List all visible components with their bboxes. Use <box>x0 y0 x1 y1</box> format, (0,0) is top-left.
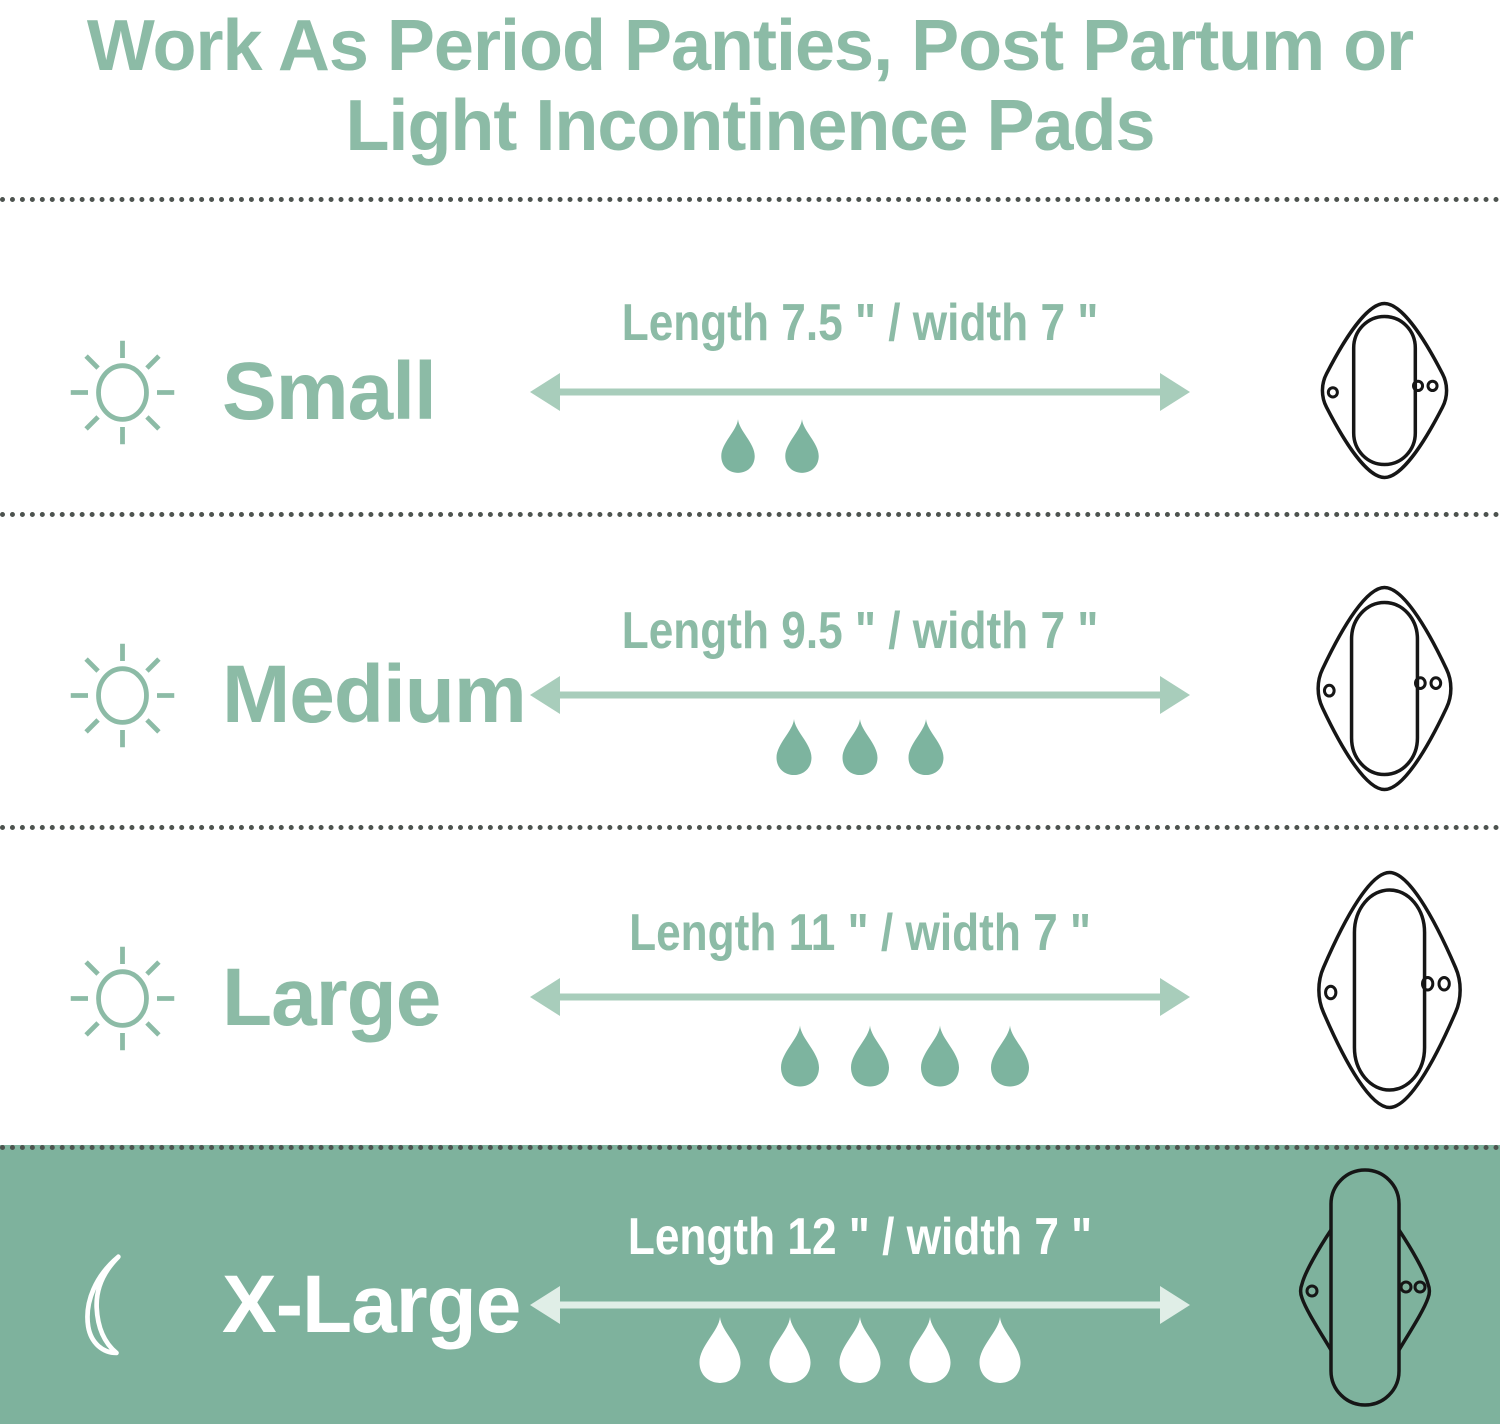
absorbency-drops <box>440 417 1100 475</box>
drop-icon <box>833 1313 887 1387</box>
absorbency-drops <box>530 1313 1190 1387</box>
sun-icon <box>65 638 180 753</box>
absorbency-drops <box>530 716 1190 778</box>
size-row-small <box>0 197 1500 512</box>
sun-icon <box>65 941 180 1056</box>
title-line-1: Work As Period Panties, Post Partum or <box>86 6 1414 86</box>
size-row-medium <box>0 512 1500 825</box>
drop-icon <box>845 1023 895 1089</box>
double-arrow-icon <box>530 673 1190 717</box>
size-label: X-Large <box>222 1259 521 1350</box>
drop-icon <box>985 1023 1035 1089</box>
drop-icon <box>973 1313 1027 1387</box>
winged-pad-icon <box>1312 298 1457 483</box>
page-title <box>0 0 1500 166</box>
drop-icon <box>775 1023 825 1089</box>
drop-icon <box>903 1313 957 1387</box>
drop-icon <box>780 417 824 475</box>
moon-icon <box>75 1253 141 1357</box>
drop-icon <box>771 716 817 778</box>
size-label: Medium <box>222 649 526 740</box>
drop-icon <box>903 716 949 778</box>
winged-pad-icon <box>1307 865 1472 1115</box>
title-line-2: Light Incontinence Pads <box>345 86 1155 166</box>
double-arrow-icon <box>530 370 1190 414</box>
header <box>0 0 1500 197</box>
dimension-text: Length 7.5 " / width 7 " <box>621 294 1099 352</box>
size-label: Small <box>222 346 436 437</box>
dimension-text: Length 11 " / width 7 " <box>629 904 1091 962</box>
pill-pad-icon <box>1295 1166 1435 1409</box>
absorbency-drops <box>575 1023 1235 1089</box>
sun-icon <box>65 335 180 450</box>
size-label: Large <box>222 952 441 1043</box>
size-row-large <box>0 825 1500 1145</box>
drop-icon <box>837 716 883 778</box>
dimension-text: Length 12 " / width 7 " <box>627 1208 1093 1266</box>
double-arrow-icon <box>530 975 1190 1019</box>
drop-icon <box>716 417 760 475</box>
winged-pad-icon <box>1307 581 1462 796</box>
dimension-text: Length 9.5 " / width 7 " <box>621 602 1099 660</box>
drop-icon <box>763 1313 817 1387</box>
drop-icon <box>915 1023 965 1089</box>
size-row-xlarge <box>0 1145 1500 1424</box>
drop-icon <box>693 1313 747 1387</box>
